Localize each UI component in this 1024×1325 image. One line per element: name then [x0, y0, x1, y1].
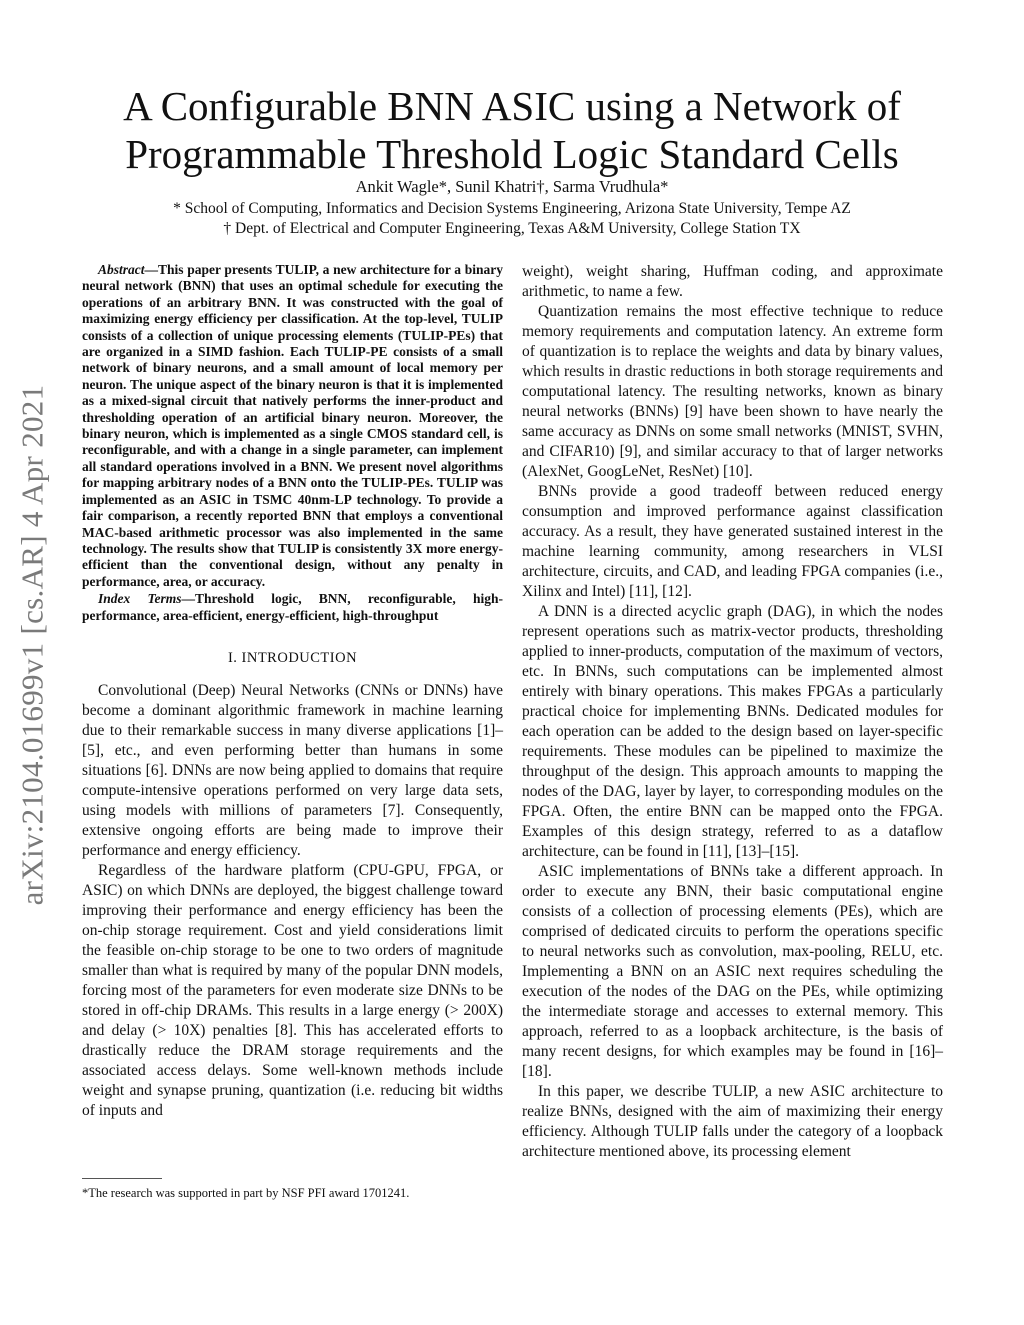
index-terms-label: Index Terms: [98, 591, 182, 607]
affiliation-tamu: † Dept. of Electrical and Computer Engineering, Texas A&M University, College Station TX: [223, 220, 801, 237]
right-paragraph-2: Quantization remains the most effective technique to reduce memory requirements and computation latency. An extreme form of quantization is to replace the weights and data by binary values, which results in drastic reductions in both storage requirements and computational latency. The resulting networks, known as binary neural networks (BNNs) [9] have been shown to have nearly the same accuracy as DNNs on some small networks (MNIST, SVHN, and CIFAR10) [9], and similar accuracy to that of larger networks (AlexNet, GoogLeNet, ResNet) [10].: [522, 303, 943, 480]
section-heading-introduction: I. INTRODUCTION: [227, 649, 358, 666]
index-terms-text: —Threshold logic, BNN, reconfigurable, high-performance, area-efficient, energy-efficient, high-throughput: [82, 591, 503, 623]
left-column: [82, 262, 503, 1121]
title-line-1: A Configurable BNN ASIC using a Network of: [123, 83, 901, 129]
abstract-text: —This paper presents TULIP, a new architecture for a binary neural network (BNN) that uses an optimal schedule for executing the operations of an arbitrary BNN. It was constructed with the goal of maximizing energy efficiency per classification. At the top-level, TULIP consists of a collection of unique processing elements (TULIP-PEs) that are organized in a SIMD fashion. Each TULIP-PE consists of a small network of binary neurons, and a small amount of local memory per neuron. The unique aspect of the binary neuron is that it is implemented as a mixed-signal circuit that natively performs the inner-product and thresholding operation of an artificial binary neuron. Moreover, the binary neuron, which is implemented as a single CMOS standard cell, is reconfigurable, and with a change in a single parameter, can implement all standard operations involved in a BNN. We present novel algorithms for mapping arbitrary nodes of a BNN onto the TULIP-PEs. TULIP was implemented as an ASIC in TSMC 40nm-LP technology. To provide a fair comparison, a recently reported BNN that employs a conventional MAC-based arithmetic processor was also implemented in the same technology. The results show that TULIP is consistently 3X more energy-efficient than the conventional design, without any penalty in performance, area, or accuracy.: [82, 262, 503, 589]
footnote: *The research was supported in part by NSF PFI award 1701241.: [82, 1186, 410, 1200]
intro-paragraph-2: Regardless of the hardware platform (CPU-GPU, FPGA, or ASIC) on which DNNs are deployed, the biggest challenge toward improving their performance and energy efficiency has been the on-chip storage requirement. Cost and yield considerations limit the feasible on-chip storage to be one to two orders of magnitude smaller than what is required by many of the popular DNN models, forcing most of the parameters for even moderate size DNNs to be stored in off-chip DRAMs. This results in a large energy (> 200X) and delay (> 10X) penalties [8]. This has accelerated efforts to drastically reduce the DRAM storage requirements and the associated access delays. Some well-known methods include weight and synapse pruning, quantization (i.e. reducing bit widths of inputs and: [82, 861, 503, 1119]
intro-paragraph-1: Convolutional (Deep) Neural Networks (CNNs or DNNs) have become a dominant algorithmic framework in machine learning due to their remarkable success in many diverse applications [1]–[5], etc., and even performing better than humans in some situations [6]. DNNs are now being applied to domains that require compute-intensive operations performed on very large data sets, using models with millions of parameters [7]. Consequently, extensive ongoing efforts are being made to improve their performance and energy efficiency.: [82, 681, 503, 859]
right-paragraph-3: BNNs provide a good tradeoff between reduced energy consumption and improved performance against classification accuracy. As a result, they have generated sustained interest in the machine learning community, among researchers in VLSI architecture, circuits, and CAD, and leading FPGA companies (i.e., Xilinx and Intel) [11], [12].: [522, 483, 943, 600]
abstract-label: Abstract: [98, 262, 145, 277]
right-paragraph-4: A DNN is a directed acyclic graph (DAG), in which the nodes represent operations such as matrix-vector products, thresholding applied to inner-products, computation of the maximum of vectors, etc. In BNNs, such computations can be implemented almost entirely with binary operations. This makes FPGAs a particularly practical choice for implementing BNNs. Dedicated modules for each operation can be added to the design based on layer-specific requirements. These modules can be pipelined to maximize the throughput of the design. This approach amounts to mapping the nodes of the DAG, layer by layer, to corresponding modules on the FPGA. Often, the entire BNN can be mapped onto the FPGA. Examples of this design strategy, referred to as a dataflow architecture, can be found in [11], [13]–[15].: [522, 603, 943, 860]
right-column: [522, 262, 943, 1162]
abstract: [82, 262, 503, 590]
authors: Ankit Wagle*, Sunil Khatri†, Sarma Vrudhula*: [355, 177, 669, 196]
affiliation-asu: * School of Computing, Informatics and Decision Systems Engineering, Arizona State University, Tempe AZ: [173, 200, 851, 217]
title-line-2: Programmable Threshold Logic Standard Cells: [125, 131, 899, 177]
right-paragraph-5: ASIC implementations of BNNs take a different approach. In order to execute any BNN, their basic computational engine consists of a collection of processing elements (PEs), which are comprised of dedicated circuits to perform the operations specific to neural networks such as convolution, max-pooling, RELU, etc. Implementing a BNN on an ASIC next requires scheduling the execution of the nodes of the DAG on the PEs, while optimizing the intermediate storage and accesses to external memory. This approach, referred to as a loopback architecture, is the basis of many recent designs, for which examples may be found in [16]–[18].: [522, 863, 943, 1080]
footnote-rule: [82, 1178, 162, 1179]
index-terms: [82, 591, 503, 624]
arxiv-sidebar: [2, 360, 62, 930]
right-paragraph-6: In this paper, we describe TULIP, a new ASIC architecture to realize BNNs, designed with the aim of maximizing their energy efficiency. Although TULIP falls under the category of a loopback architecture mentioned above, its processing element: [522, 1083, 943, 1160]
arxiv-id: arXiv:2104.01699v1 [cs.AR] 4 Apr 2021: [14, 384, 49, 906]
right-paragraph-1: weight), weight sharing, Huffman coding, and approximate arithmetic, to name a few.: [522, 263, 943, 300]
paper-title: [100, 82, 924, 178]
